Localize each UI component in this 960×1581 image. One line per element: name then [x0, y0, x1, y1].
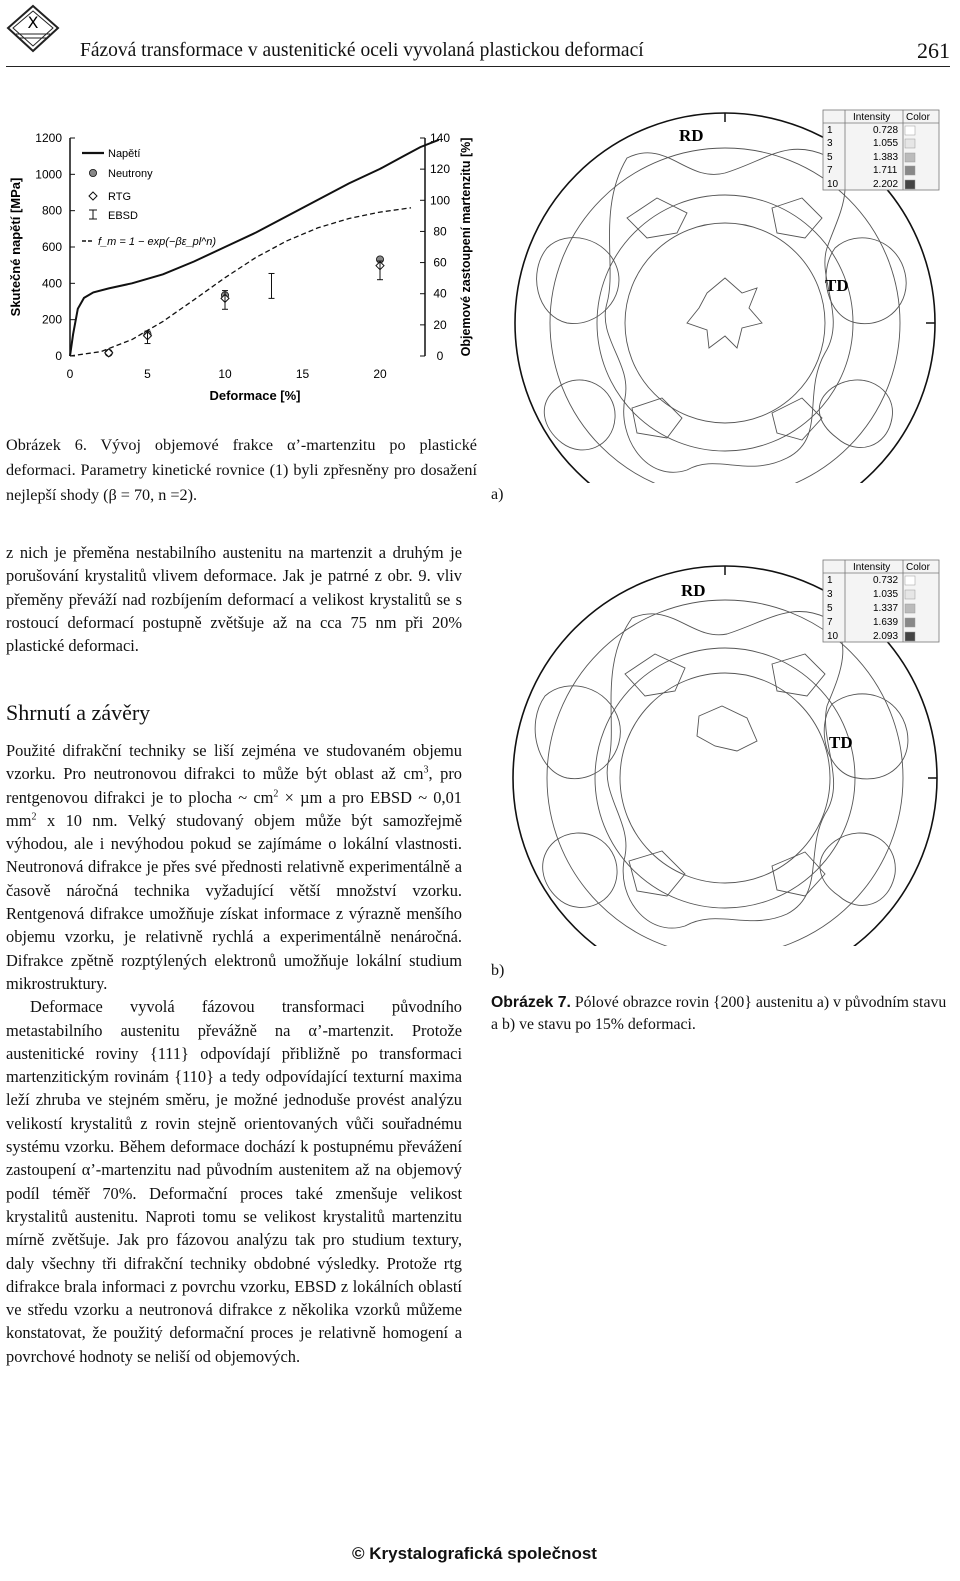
x-tick-label: 20	[373, 367, 387, 381]
x-tick-label: 10	[218, 367, 232, 381]
pole-figure-b	[487, 556, 952, 946]
y-right-tick-label: 40	[433, 286, 447, 301]
y-axis-label-right: Objemové zastoupení martenzitu [%]	[459, 137, 473, 357]
legend-value: 0.732	[873, 575, 899, 586]
y-left-tick-label: 200	[41, 312, 62, 327]
intensity-legend	[823, 560, 939, 642]
legend-level: 3	[827, 589, 833, 600]
y-left-tick-label: 600	[41, 240, 62, 254]
legend-level: 5	[827, 603, 833, 614]
y-right-tick-label: 120	[429, 162, 451, 177]
ebsd-error-bar	[269, 273, 275, 298]
y-right-tick-label: 100	[429, 193, 451, 208]
legend-value: 1.035	[873, 589, 899, 600]
legend-value: 1.383	[873, 152, 899, 163]
x-tick-label: 0	[66, 367, 74, 381]
legend-value: 1.055	[873, 138, 899, 149]
legend-header-color: Color	[906, 562, 930, 573]
y-right-tick-label: 60	[433, 255, 447, 270]
contour-lines	[537, 148, 907, 483]
figure-7-caption-text: Pólové obrazce rovin {200} austenitu a) v původním stavu a b) ve stavu po 15% deformaci.	[491, 994, 947, 1033]
x-tick-label: 5	[144, 367, 151, 381]
legend-header-intensity: Intensity	[853, 112, 891, 123]
figure-7b-label: b)	[491, 962, 505, 979]
x-tick-label: 15	[295, 367, 310, 381]
legend-value: 1.337	[873, 603, 899, 614]
legend-value: 0.728	[873, 125, 899, 136]
legend-label-rtg: RTG	[108, 191, 132, 203]
conclusion-paragraph-2: Deformace vyvolá fázovou transformaci původního metastabilního austenitu převážně na α’-martenzit. Protože austenitické roviny {111} odpovídají přibližně po transformaci martenzitickým rovinám {110} a tedy odpovídající texturní maxima leží zhruba ve stejném směru, je možné jednoduše provést analýzu velikostí krystalitů z rovin stejně orientovaných vůči souřadnému systému vzorku. Během deformace dochází k postupnému převážení zastoupení α’-martenzitu nad původním austenitem až na objemový podíl téměř 70%. Deformační proces také zmenšuje velikost krystalitů austenitu. Naproti tomu se velikost krystalitů martenzitu mírně zvětšuje. Jak pro fázovou analýzu tak pro studium textury, daly všechny tři difrakční techniky obdobné výsledky. Protože rtg difrakce brala informaci z povrchu vzorku, EBSD z lokálních oblastí ve středu vzorku a neutronová difrakce z několika vzorků můžeme konstatovat, že použitý deformační proces je relativně homogení a povrchové hodnoty se neliší od objemových.	[6, 997, 462, 1366]
footer-copyright: © Krystalografická společnost	[352, 1544, 597, 1563]
legend-level: 10	[827, 631, 839, 642]
legend-level: 10	[827, 179, 839, 190]
legend-level: 7	[827, 617, 833, 628]
legend-value: 1.639	[873, 617, 899, 628]
td-label: TD	[829, 733, 853, 752]
journal-logo-icon	[6, 4, 60, 54]
rd-label: RD	[679, 126, 704, 145]
contour-lines	[535, 600, 908, 946]
header-divider	[6, 66, 950, 67]
y-left-tick-label: 800	[41, 203, 62, 218]
legend-label-neutrons: Neutrony	[108, 168, 153, 180]
y-right-tick-label: 140	[429, 131, 451, 145]
x-axis-label: Deformace [%]	[209, 388, 301, 403]
pole-figure-a	[487, 98, 952, 483]
legend-level: 7	[827, 165, 833, 176]
legend-label-fit-equation: f_m = 1 − exp(−βε_pl^n)	[98, 236, 217, 248]
td-label: TD	[825, 276, 849, 295]
figure-7-caption-label: Obrázek 7.	[491, 994, 571, 1011]
legend-marker-neutrons	[89, 169, 96, 176]
y-left-tick-label: 0	[55, 349, 62, 363]
conclusion-text	[6, 739, 462, 1368]
figure-6-caption: Obrázek 6. Vývoj objemové frakce α’-martenzitu po plastické deformaci. Parametry kinetické rovnice (1) byli zpřesněny pro dosažení nejlepší shody (β = 70, n =2).	[6, 436, 477, 504]
y-right-tick-label: 0	[436, 349, 444, 363]
y-right-tick-label: 80	[433, 224, 447, 239]
legend-level: 5	[827, 152, 833, 163]
chart-legend	[82, 148, 216, 248]
section-heading: Shrnutí a závěry	[6, 700, 151, 725]
figure-7a-label: a)	[491, 486, 504, 503]
page-number: 261	[917, 38, 950, 63]
legend-header-color: Color	[906, 112, 930, 123]
legend-value: 2.093	[873, 631, 899, 642]
y-left-tick-label: 400	[41, 276, 62, 291]
legend-value: 1.711	[873, 165, 898, 176]
legend-label-stress: Napětí	[108, 148, 141, 160]
legend-marker-ebsd	[89, 210, 97, 219]
y-left-tick-label: 1200	[35, 131, 62, 145]
intensity-legend	[823, 110, 939, 190]
martensite-chart	[0, 120, 480, 410]
running-header-title: Fázová transformace v austenitické oceli vyvolaná plastickou deformací	[80, 40, 644, 61]
legend-label-ebsd: EBSD	[108, 210, 138, 222]
legend-value: 2.202	[873, 179, 899, 190]
legend-level: 3	[827, 138, 833, 149]
rd-label: RD	[681, 581, 706, 600]
legend-marker-rtg	[89, 192, 97, 200]
fit-curve	[70, 208, 411, 356]
conclusion-paragraph-1: Použité difrakční techniky se liší zejména ve studovaném objemu vzorku. Pro neutronovou difrakci to může být oblast až $cm^3$, pro rentgenovou difrakci je to plocha ~ $cm^2 \times \mu m$ a pro EBSD ~ 0,01 $mm^2$ x 10 nm. Velký studovaný objem může být samozřejmě výhodou, ale i nevýhodou pokud se zajímáme o lokální vlastnosti. Neutronová difrakce je přes své přednosti relativně experimentálně a časově náročná technika vyžadující větší množství vzorku. Rentgenová difrakce umožňuje získat informace z výrazně menšího objemu vzorku, je relativně rychlá a experimentálně nenáročná. Difrakce zpětně rozptýlených elektronů umožňuje lokální studium mikrostruktury.	[6, 741, 462, 993]
legend-header-intensity: Intensity	[853, 562, 891, 573]
y-right-tick-label: 20	[433, 317, 447, 332]
figure-7-caption	[491, 992, 950, 1036]
legend-level: 1	[827, 575, 833, 586]
journal-logo-letter: X	[27, 13, 39, 32]
intro-paragraph: z nich je přeměna nestabilního austenitu na martenzit a druhým je porušování krystalitů vlivem deformace. Jak je patrné z obr. 9. vliv přeměny převáží nad rozbíjením deformací a velikost krystalitů se s rostoucí deformací postupně zvětšuje až na cca 75 nm při 20% plastické deformaci.	[6, 543, 462, 656]
y-axis-label-left: Skutečné napětí [MPa]	[8, 177, 23, 317]
legend-level: 1	[827, 125, 833, 136]
y-left-tick-label: 1000	[35, 167, 62, 182]
